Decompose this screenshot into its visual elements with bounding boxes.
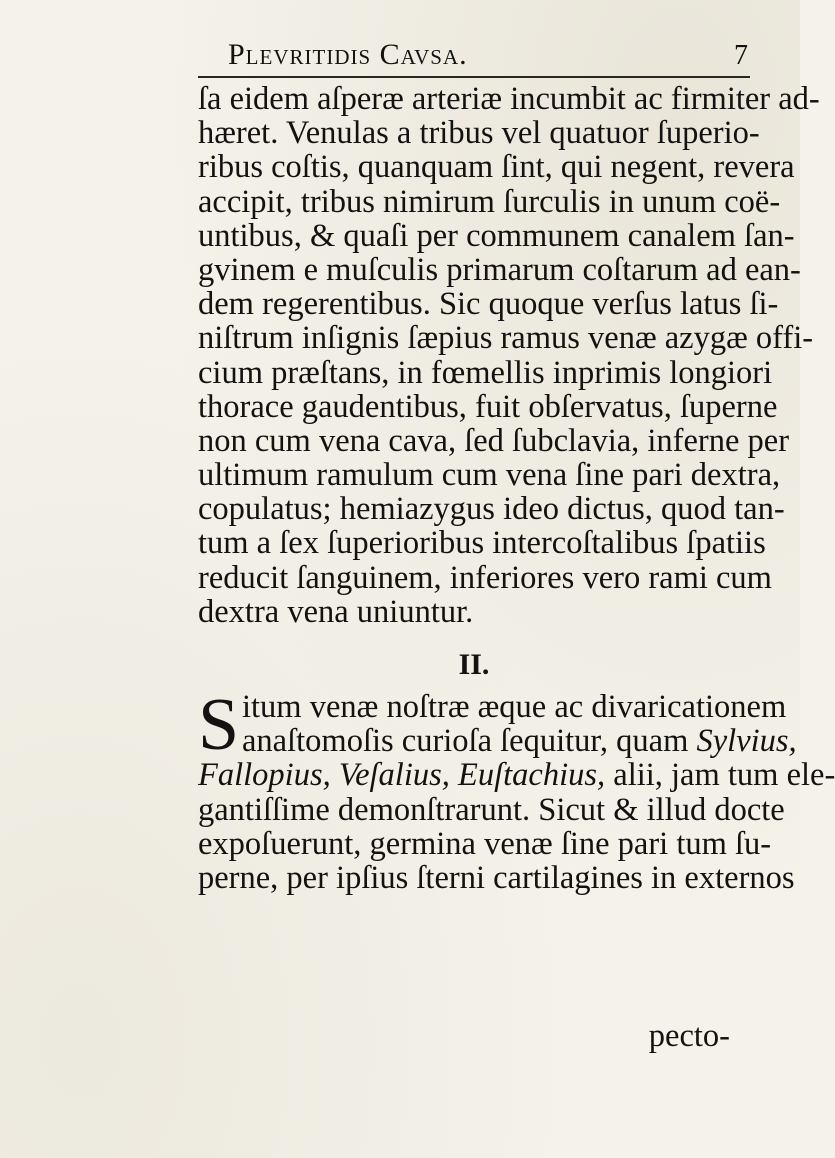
italic-names: Fallopius, Veſalius, Euſtachius,: [198, 757, 606, 794]
text-line: cium præſtans, in fœmellis inprimis longiori: [198, 354, 773, 391]
text-line: ultimum ramulum cum vena ſine pari dextra,: [198, 457, 781, 494]
paragraph-1: [198, 81, 820, 630]
header-rule: [198, 76, 750, 78]
italic-name: Sylvius,: [696, 723, 797, 760]
text-line: [198, 723, 797, 760]
text-line: reducit ſanguinem, inferiores vero rami cum: [198, 559, 772, 596]
text-line: ſa eidem aſperæ arteriæ incumbit ac firmiter ad-: [198, 81, 820, 117]
text-line: dem regerentibus. Sic quoque verſus latus ſi-: [198, 286, 779, 323]
text-line: gvinem e muſculis primarum coſtarum ad ean-: [198, 251, 801, 288]
text-line: niſtrum inſignis ſæpius ramus venæ azygæ offi-: [198, 320, 814, 357]
text-line: accipit, tribus nimirum ſurculis in unum coë-: [198, 183, 781, 220]
text-line: dextra vena uniuntur.: [198, 593, 474, 630]
text-line: untibus, & quaſi per communem canalem ſan-: [198, 217, 795, 254]
page-number: 7: [734, 40, 748, 71]
text-fragment: itum venæ noſtræ æque ac divaricationem: [242, 689, 787, 725]
text-line: thorace gaudentibus, fuit obſervatus, ſuperne: [198, 388, 778, 425]
text-line: expoſuerunt, germina venæ ſine pari tum ſu-: [198, 825, 772, 862]
text-line: non cum vena cava, ſed ſubclavia, inferne per: [198, 422, 790, 459]
paragraph-2: [198, 684, 835, 896]
catchword: pecto-: [648, 1018, 730, 1054]
text-line: perne, per ipſius ſterni cartilagines in externos: [198, 859, 795, 896]
section-heading: II.: [458, 648, 490, 681]
drop-cap: S: [198, 684, 240, 766]
text-line: [198, 757, 835, 794]
page-header: [228, 38, 748, 78]
text-line: tum a ſex ſuperioribus intercoſtalibus ſpatiis: [198, 525, 766, 562]
text-fragment: alii, jam tum ele-: [613, 757, 835, 794]
text-line: hæret. Venulas a tribus vel quatuor ſuperio-: [198, 115, 760, 152]
text-line: ribus coſtis, quanquam ſint, qui negent, revera: [198, 149, 795, 186]
running-title: Plevritidis Cavsa.: [228, 38, 468, 71]
text-fragment: anaſtomoſis curioſa ſequitur, quam: [242, 723, 689, 760]
text-line: copulatus; hemiazygus ideo dictus, quod tan-: [198, 491, 785, 528]
text-line: gantiſſime demonſtrarunt. Sicut & illud docte: [198, 791, 785, 828]
